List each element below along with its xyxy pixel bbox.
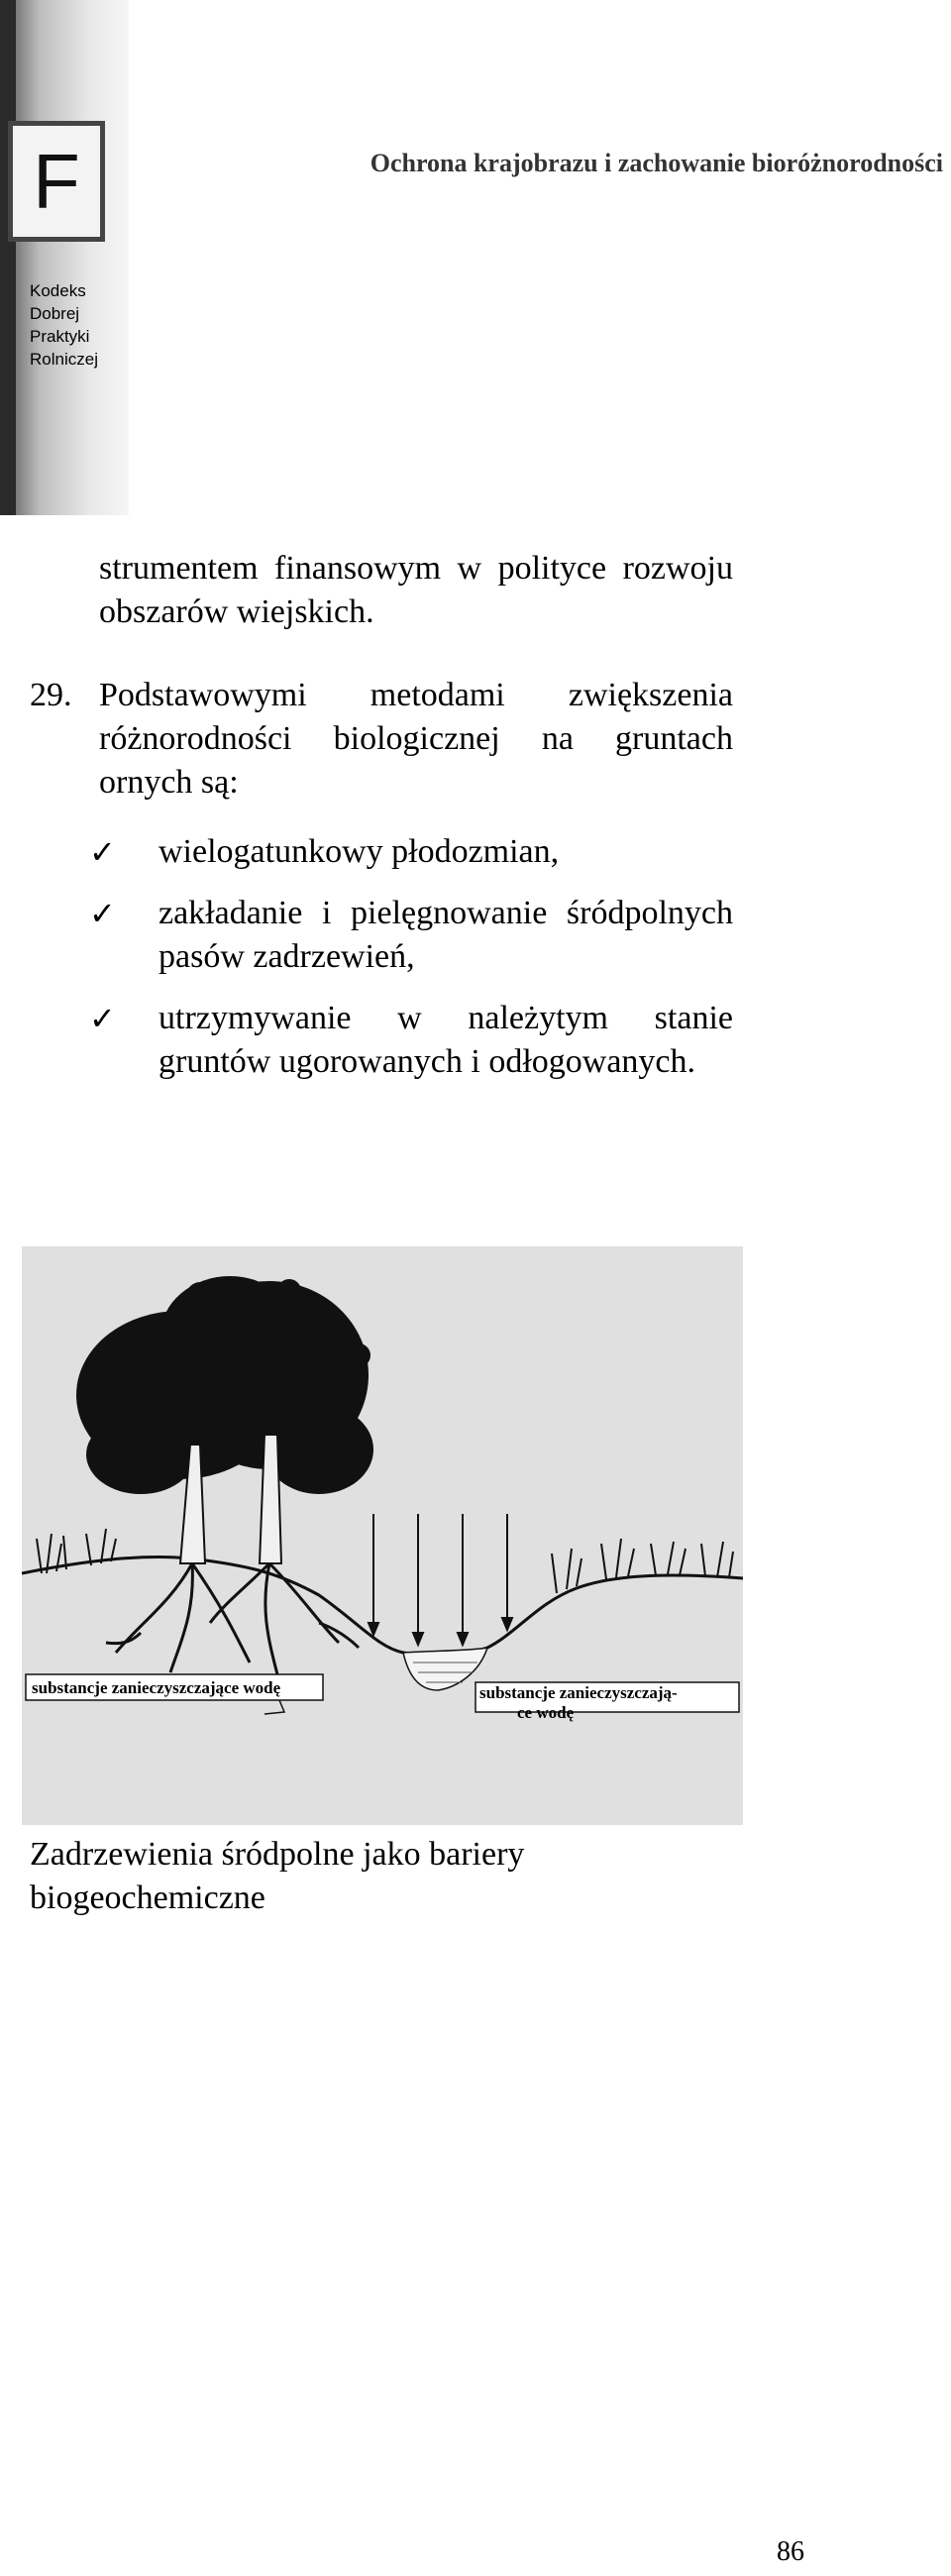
checkmark-icon: ✓ — [89, 895, 116, 932]
lead-paragraph: strumentem finansowym w polityce rozwoju obszarów wiejskich. — [99, 550, 733, 630]
section-letter: F — [33, 137, 80, 225]
checkmark-icon: ✓ — [89, 833, 116, 871]
list-item — [89, 892, 733, 979]
list-item-text: zakładanie i pielęgnowanie śródpolnych pasów zadrzewień, — [158, 895, 733, 975]
code-line: Rolniczej — [30, 350, 98, 369]
figure-caption: Zadrzewienia śródpolne jako bariery biogeochemiczne — [30, 1836, 525, 1916]
page-header-title: Ochrona krajobrazu i zachowanie bioróżnorodności — [370, 149, 943, 177]
figure-label-right-line2: ce wodę — [517, 1703, 575, 1722]
list-item — [89, 997, 733, 1084]
list-item — [89, 830, 733, 874]
code-line: Dobrej — [30, 304, 80, 323]
tree-roots — [106, 1563, 359, 1682]
code-line: Kodeks — [30, 281, 86, 300]
label-pointer — [264, 1700, 284, 1714]
grass — [37, 1529, 733, 1593]
numbered-item — [30, 674, 733, 805]
code-label — [30, 279, 129, 371]
sidebar-strip — [0, 0, 129, 515]
tree-barrier-illustration — [22, 1246, 743, 1825]
check-list — [89, 830, 733, 1102]
deposition-arrows — [369, 1514, 512, 1645]
tree-crowns — [76, 1276, 373, 1494]
item-number: 29. — [30, 677, 72, 713]
figure-label-right-line1: substancje zanieczyszczają- — [479, 1683, 678, 1702]
page-number: 86 — [777, 2536, 804, 2567]
list-item-text: wielogatunkowy płodozmian, — [158, 833, 560, 870]
list-item-text: utrzymywanie w należytym stanie gruntów ugorowanych i odłogowanych. — [158, 1000, 733, 1080]
section-letter-box — [8, 121, 105, 242]
code-line: Praktyki — [30, 327, 90, 346]
illustration-drawing — [22, 1246, 743, 1825]
item-text: Podstawowymi metodami zwiększenia różnorodności biologicznej na gruntach ornych są: — [99, 677, 733, 801]
figure-label-left: substancje zanieczyszczające wodę — [32, 1678, 281, 1697]
checkmark-icon: ✓ — [89, 1000, 116, 1037]
